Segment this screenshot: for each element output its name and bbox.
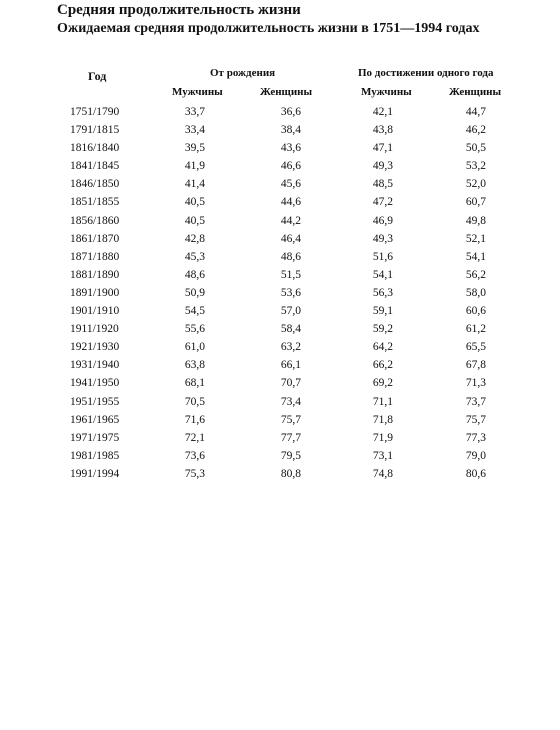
cell-year: 1791/1815 (70, 124, 120, 137)
table-row (0, 447, 560, 465)
cell-women-one-year: 79,0 (465, 449, 486, 462)
cell-men-birth: 45,3 (184, 250, 205, 263)
column-header-women-birth: Женщины (260, 86, 313, 98)
cell-men-one-year: 74,8 (372, 467, 393, 480)
cell-women-birth: 46,6 (280, 160, 301, 173)
cell-women-one-year: 58,0 (465, 286, 486, 299)
cell-women-one-year: 52,0 (465, 178, 486, 191)
cell-year: 1931/1940 (70, 359, 120, 372)
table-row (0, 139, 560, 157)
page-subtitle: Ожидаемая средняя продолжительность жизни в 1751—1994 годах (57, 21, 480, 36)
cell-women-one-year: 50,5 (465, 142, 486, 155)
cell-year: 1901/1910 (70, 305, 120, 318)
cell-men-birth: 75,3 (184, 467, 205, 480)
cell-year: 1951/1955 (70, 395, 120, 408)
cell-women-birth: 45,6 (280, 178, 301, 191)
column-header-men-one-year: Мужчины (361, 86, 412, 98)
cell-women-one-year: 56,2 (465, 268, 486, 281)
cell-women-birth: 51,5 (280, 268, 301, 281)
cell-men-birth: 40,5 (184, 196, 205, 209)
cell-women-one-year: 77,3 (465, 431, 486, 444)
cell-women-birth: 43,6 (280, 142, 301, 155)
cell-women-one-year: 67,8 (465, 359, 486, 372)
cell-women-one-year: 52,1 (465, 232, 486, 245)
cell-women-birth: 73,4 (280, 395, 301, 408)
table-row (0, 266, 560, 284)
cell-men-one-year: 64,2 (372, 341, 393, 354)
cell-year: 1856/1860 (70, 214, 120, 227)
cell-women-one-year: 75,7 (465, 413, 486, 426)
cell-year: 1846/1850 (70, 178, 120, 191)
cell-men-birth: 63,8 (184, 359, 205, 372)
page-title: Средняя продолжительность жизни (57, 2, 301, 18)
cell-women-one-year: 60,6 (465, 305, 486, 318)
table-row (0, 411, 560, 429)
cell-men-birth: 50,9 (184, 286, 205, 299)
cell-men-one-year: 47,1 (372, 142, 393, 155)
cell-men-one-year: 46,9 (372, 214, 393, 227)
cell-men-birth: 48,6 (184, 268, 205, 281)
table-row (0, 284, 560, 302)
cell-men-one-year: 56,3 (372, 286, 393, 299)
cell-year: 1981/1985 (70, 449, 120, 462)
cell-men-one-year: 42,1 (372, 106, 393, 118)
table-row (0, 356, 560, 374)
cell-year: 1851/1855 (70, 196, 120, 209)
column-header-women-one-year: Женщины (449, 86, 502, 98)
cell-men-birth: 73,6 (184, 449, 205, 462)
cell-women-birth: 53,6 (280, 286, 301, 299)
cell-women-one-year: 60,7 (465, 196, 486, 209)
cell-women-birth: 36,6 (280, 106, 301, 118)
cell-men-one-year: 51,6 (372, 250, 393, 263)
cell-women-one-year: 65,5 (465, 341, 486, 354)
group-header-at-birth: От рождения (210, 67, 276, 79)
group-header-at-one-year: По достижении одного года (358, 67, 494, 79)
cell-men-birth: 55,6 (184, 323, 205, 336)
cell-women-birth: 58,4 (280, 323, 301, 336)
table-row (0, 103, 560, 121)
cell-women-one-year: 54,1 (465, 250, 486, 263)
cell-women-birth: 44,2 (280, 214, 301, 227)
cell-year: 1881/1890 (70, 268, 120, 281)
table-row (0, 338, 560, 356)
cell-year: 1816/1840 (70, 142, 120, 155)
cell-men-birth: 61,0 (184, 341, 205, 354)
cell-men-birth: 71,6 (184, 413, 205, 426)
cell-men-one-year: 48,5 (372, 178, 393, 191)
cell-men-birth: 68,1 (184, 377, 205, 390)
cell-year: 1971/1975 (70, 431, 120, 444)
cell-year: 1911/1920 (70, 323, 119, 336)
cell-year: 1751/1790 (70, 106, 120, 118)
cell-year: 1871/1880 (70, 250, 120, 263)
cell-year: 1961/1965 (70, 413, 120, 426)
table-row (0, 320, 560, 338)
cell-men-one-year: 73,1 (372, 449, 393, 462)
cell-women-one-year: 46,2 (465, 124, 486, 137)
cell-women-one-year: 44,7 (465, 106, 486, 118)
cell-year: 1941/1950 (70, 377, 120, 390)
table-row (0, 121, 560, 139)
cell-men-birth: 40,5 (184, 214, 205, 227)
cell-women-birth: 70,7 (280, 377, 301, 390)
cell-women-one-year: 73,7 (465, 395, 486, 408)
cell-men-one-year: 69,2 (372, 377, 393, 390)
table-row (0, 393, 560, 411)
cell-year: 1861/1870 (70, 232, 120, 245)
cell-men-one-year: 71,8 (372, 413, 393, 426)
table-row (0, 212, 560, 230)
cell-men-birth: 41,4 (184, 178, 205, 191)
cell-men-one-year: 71,1 (372, 395, 393, 408)
cell-men-birth: 33,4 (184, 124, 205, 137)
cell-men-birth: 42,8 (184, 232, 205, 245)
cell-men-one-year: 54,1 (372, 268, 393, 281)
cell-women-one-year: 53,2 (465, 160, 486, 173)
cell-women-birth: 46,4 (280, 232, 301, 245)
column-header-year: Год (88, 69, 107, 83)
cell-men-one-year: 49,3 (372, 160, 393, 173)
cell-men-birth: 54,5 (184, 305, 205, 318)
cell-women-birth: 63,2 (280, 341, 301, 354)
cell-women-birth: 79,5 (280, 449, 301, 462)
table-row (0, 374, 560, 392)
cell-women-birth: 80,8 (280, 467, 301, 480)
cell-men-one-year: 66,2 (372, 359, 393, 372)
cell-year: 1891/1900 (70, 286, 120, 299)
cell-men-one-year: 47,2 (372, 196, 393, 209)
cell-men-birth: 70,5 (184, 395, 205, 408)
cell-women-birth: 77,7 (280, 431, 301, 444)
table-row (0, 302, 560, 320)
cell-women-birth: 38,4 (280, 124, 301, 137)
cell-year: 1921/1930 (70, 341, 120, 354)
table-row (0, 429, 560, 447)
table-row (0, 193, 560, 211)
cell-men-birth: 41,9 (184, 160, 205, 173)
cell-women-one-year: 61,2 (465, 323, 486, 336)
cell-women-one-year: 80,6 (465, 467, 486, 480)
table-row (0, 157, 560, 175)
table-row (0, 248, 560, 266)
cell-year: 1841/1845 (70, 160, 120, 173)
table-body (0, 103, 560, 483)
cell-men-one-year: 59,1 (372, 305, 393, 318)
table-row (0, 230, 560, 248)
cell-women-birth: 48,6 (280, 250, 301, 263)
cell-men-birth: 72,1 (184, 431, 205, 444)
cell-women-one-year: 49,8 (465, 214, 486, 227)
column-header-men-birth: Мужчины (172, 86, 223, 98)
cell-men-one-year: 43,8 (372, 124, 393, 137)
cell-men-birth: 33,7 (184, 106, 205, 118)
cell-women-birth: 75,7 (280, 413, 301, 426)
cell-men-birth: 39,5 (184, 142, 205, 155)
cell-women-birth: 57,0 (280, 305, 301, 318)
cell-men-one-year: 59,2 (372, 323, 393, 336)
cell-women-one-year: 71,3 (465, 377, 486, 390)
cell-women-birth: 44,6 (280, 196, 301, 209)
cell-women-birth: 66,1 (280, 359, 301, 372)
cell-year: 1991/1994 (70, 467, 120, 480)
table-row (0, 465, 560, 483)
table-row (0, 175, 560, 193)
cell-men-one-year: 49,3 (372, 232, 393, 245)
cell-men-one-year: 71,9 (372, 431, 393, 444)
